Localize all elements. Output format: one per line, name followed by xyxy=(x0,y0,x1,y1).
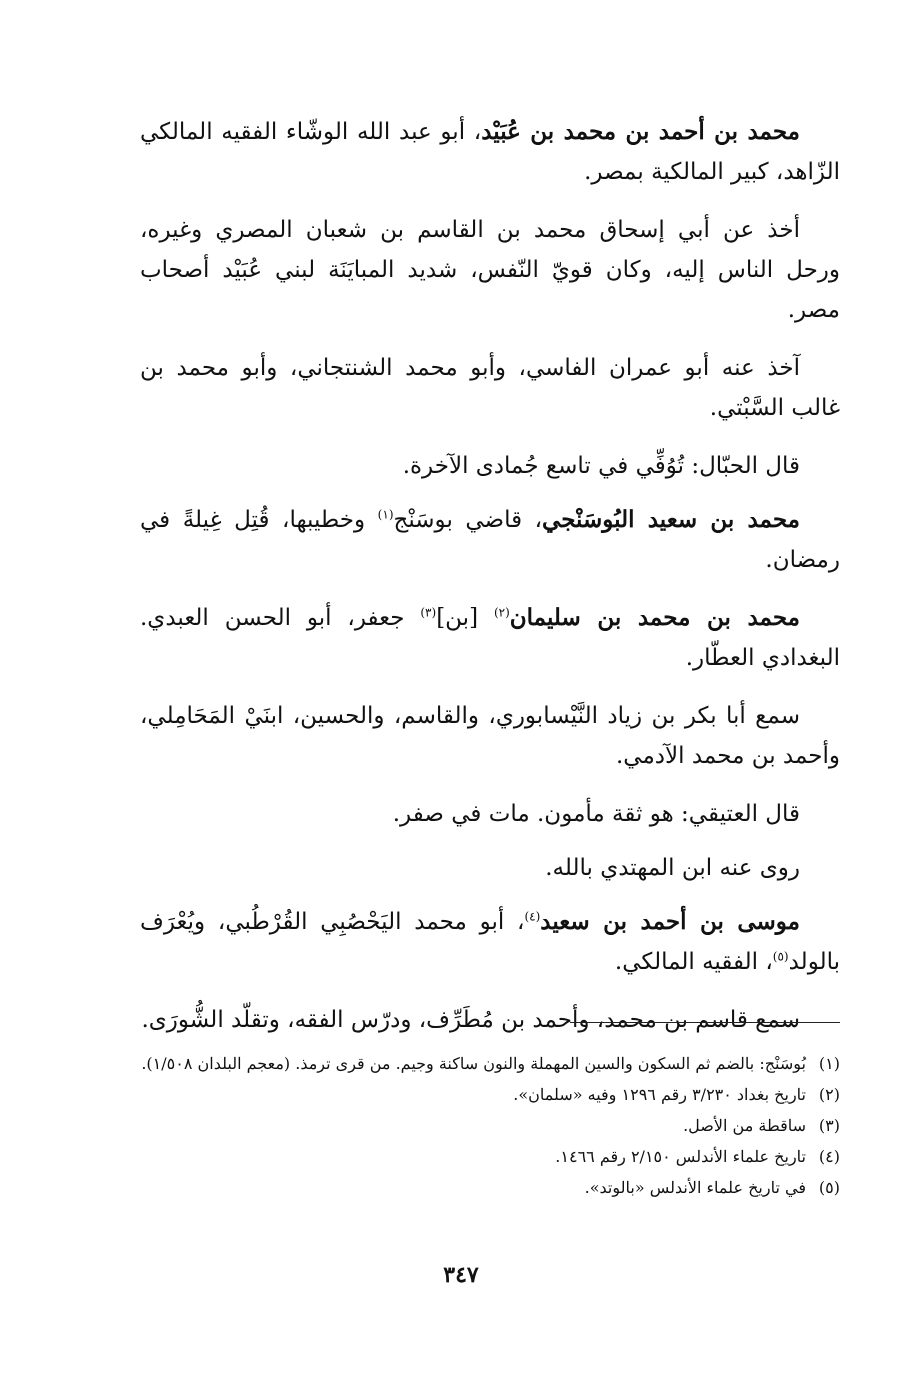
biography-entry-heading xyxy=(140,500,840,580)
entry-paragraph: سمع قاسم بن محمد، وأحمد بن مُطَرِّف، ودرّس الفقه، وتقلّد الشُّورَى. xyxy=(141,1007,800,1033)
footnote xyxy=(140,1112,840,1139)
footnote-ref: (٤) xyxy=(524,909,541,924)
biography-entry-heading xyxy=(140,902,840,982)
footnote-text: في تاريخ علماء الأندلس «بالوتد». xyxy=(584,1178,806,1197)
footnote xyxy=(140,1050,840,1077)
footnote xyxy=(140,1081,840,1108)
entry-name: محمد بن أحمد بن محمد بن عُبَيْد xyxy=(481,118,800,145)
entry-intro: ، قاضي بوسَنْج xyxy=(393,507,543,533)
footnote-number: (٥) xyxy=(818,1178,840,1197)
footnote-ref: (٥) xyxy=(772,949,789,964)
biography-entry-heading xyxy=(140,598,840,678)
footnote xyxy=(140,1174,840,1201)
page-number: ٣٤٧ xyxy=(443,1262,479,1288)
footnote-number: (٤) xyxy=(818,1147,840,1166)
footnote-text: تاريخ بغداد ٣/٢٣٠ رقم ١٢٩٦ وفيه «سلمان». xyxy=(513,1085,806,1104)
entry-name: محمد بن سعيد البُوسَنْجي xyxy=(542,506,800,533)
entry-intro: ، أبو محمد اليَحْصُبِي القُرْطُبي، ويُعْرَف بالولد xyxy=(140,909,840,975)
entry-intro: جعفر، أبو الحسن العبدي. البغدادي العطّار. xyxy=(140,605,840,671)
footnote-ref: (١) xyxy=(377,507,394,522)
entry-quote: روى عنه ابن المهتدي بالله. xyxy=(545,855,800,881)
entry-name: موسى بن أحمد بن سعيد xyxy=(540,908,800,935)
entry-intro: وخطيبها، قُتِل غِيلةً في رمضان. xyxy=(140,507,840,573)
footnote-text: بُوسَنْج: بالضم ثم السكون والسين المهملة والنون ساكنة وجيم. من قرى ترمذ. (معجم البلدان ١/٥٠٨). xyxy=(141,1054,806,1073)
entry-insertion: [بن] xyxy=(436,605,494,631)
entry-quote: قال العتيقي: هو ثقة مأمون. مات في صفر. xyxy=(392,801,800,827)
footnote-number: (٣) xyxy=(818,1116,840,1135)
entry-name: محمد بن محمد بن سليمان xyxy=(509,604,800,631)
footnote-number: (١) xyxy=(818,1054,840,1073)
entry-paragraph: آخذ عنه أبو عمران الفاسي، وأبو محمد الشنتجاني، وأبو محمد بن غالب السَّبْتي. xyxy=(140,355,840,421)
entry-paragraph: أخذ عن أبي إسحاق محمد بن القاسم بن شعبان المصري وغيره، ورحل الناس إليه، وكان قويّ النّفس، شديد المبايَنَة لبني عُبَيْد أصحاب مصر. xyxy=(140,217,840,323)
footnotes xyxy=(140,1050,840,1205)
biography-entry-heading xyxy=(140,112,840,192)
footnote-text: تاريخ علماء الأندلس ٢/١٥٠ رقم ١٤٦٦. xyxy=(555,1147,806,1166)
entry-intro: ، أبو عبد الله الوشّاء الفقيه المالكي الزّاهد، كبير المالكية بمصر. xyxy=(140,119,840,185)
footnote-number: (٢) xyxy=(818,1085,840,1104)
footnote-text: ساقطة من الأصل. xyxy=(683,1116,806,1135)
entry-paragraph: سمع أبا بكر بن زياد النَّيْسابوري، والقاسم، والحسين، ابنَيْ المَحَامِلي، وأحمد بن محمد الآدمي. xyxy=(140,703,840,769)
footnote-ref: (٢) xyxy=(493,605,510,620)
footnote xyxy=(140,1143,840,1170)
main-text xyxy=(140,112,840,1058)
entry-quote: قال الحبّال: تُوُفِّي في تاسع جُمادى الآخرة. xyxy=(402,453,800,479)
entry-intro: ، الفقيه المالكي. xyxy=(614,949,773,975)
footnote-divider xyxy=(570,1022,840,1023)
footnote-ref: (٣) xyxy=(420,605,437,620)
